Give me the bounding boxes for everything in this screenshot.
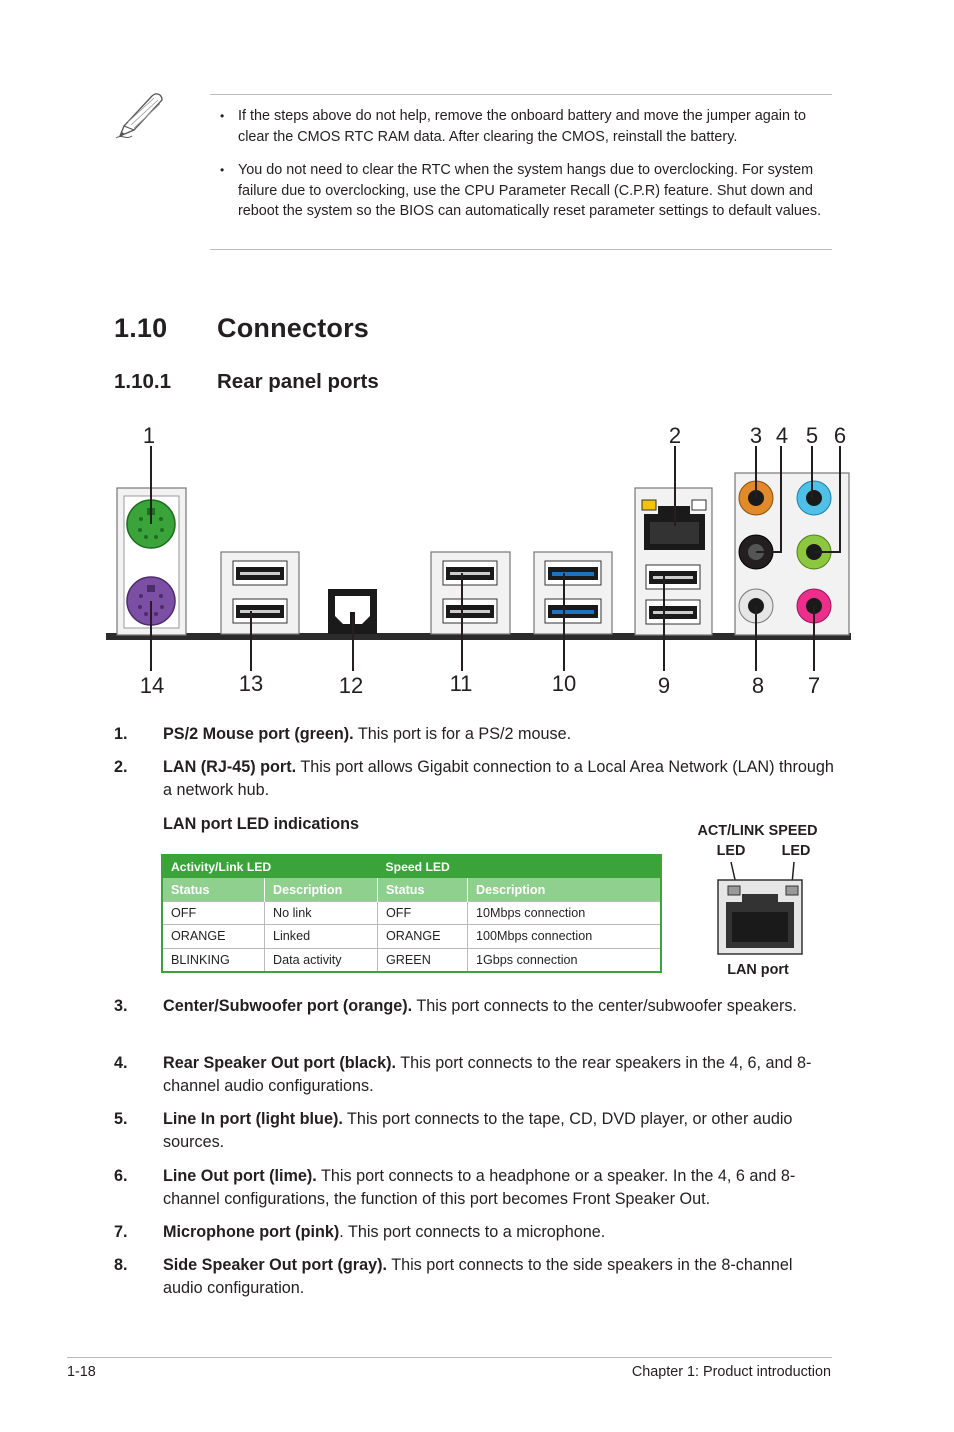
table-cell: OFF (378, 901, 468, 924)
act-link-led (642, 500, 656, 510)
led-indication-table (161, 854, 662, 973)
pencil-note-icon (112, 90, 168, 142)
table-cell: Data activity (265, 948, 378, 972)
speed-label: SPEED (768, 823, 818, 839)
group-header: Activity/Link LED (162, 855, 378, 878)
lan-port-label: LAN port (727, 962, 789, 978)
led-table-title: LAN port LED indications (163, 815, 360, 833)
list-item (114, 1108, 814, 1154)
list-number: 2. (114, 758, 128, 776)
table-cell: No link (265, 901, 378, 924)
act-led-label: LED (716, 843, 746, 859)
note-text: You do not need to clear the RTC when the system hangs due to overclocking. For system failure due to overclocking, use the CPU Parameter Recall (C.P.R) feature. Shut down and reboot the system so the BIOS can automatically reset parameter settings to default values. (238, 162, 822, 219)
list-number: 5. (114, 1110, 128, 1128)
subsection-number: 1.10.1 (114, 370, 171, 393)
list-number: 8. (114, 1256, 128, 1274)
speed-led-icon (786, 886, 798, 895)
callout-13: 13 (238, 671, 264, 696)
list-term: Center/Subwoofer port (orange). (163, 997, 413, 1015)
list-term: Side Speaker Out port (gray). (163, 1256, 387, 1274)
speed-led (692, 500, 706, 510)
act-link-led-icon (728, 886, 740, 895)
section-title: Connectors (217, 313, 370, 343)
list-item (114, 756, 834, 802)
callout-1: 1 (142, 423, 156, 448)
list-text: This port connects to the tape, CD, DVD player, or other audio sources. (163, 1110, 793, 1151)
table-cell: OFF (162, 901, 265, 924)
section-number: 1.10 (114, 313, 168, 343)
list-text: This port connects to a headphone or a speaker. In the 4, 6 and 8-channel configurations, the function of this port becomes Front Speaker Out. (163, 1167, 796, 1208)
column-header: Description (468, 878, 662, 901)
act-link-label: ACT/LINK (697, 823, 765, 839)
list-number: 6. (114, 1167, 128, 1185)
list-number: 1. (114, 725, 128, 743)
speed-led-label: LED (781, 843, 811, 859)
callout-2: 2 (668, 423, 682, 448)
callout-5: 5 (805, 423, 819, 448)
callout-4: 4 (775, 423, 789, 448)
note-item (220, 160, 830, 222)
table-cell: 100Mbps connection (468, 925, 662, 948)
list-text: This port is for a PS/2 mouse. (353, 725, 572, 743)
table-row (162, 948, 661, 972)
list-item (114, 1254, 814, 1300)
table-cell: 1Gbps connection (468, 948, 662, 972)
list-item (114, 1221, 834, 1244)
note-item (220, 106, 830, 147)
callout-10: 10 (551, 671, 577, 696)
list-term: Rear Speaker Out port (black). (163, 1054, 396, 1072)
callout-12: 12 (338, 673, 364, 698)
list-text: This port allows Gigabit connection to a Local Area Network (LAN) through a network hub. (163, 758, 834, 799)
column-header: Description (265, 878, 378, 901)
list-number: 4. (114, 1054, 128, 1072)
lan-led-labels (690, 823, 825, 839)
callout-6: 6 (833, 423, 847, 448)
subsection-title: Rear panel ports (217, 370, 379, 393)
table-cell: ORANGE (162, 925, 265, 948)
bullet-icon: • (220, 109, 225, 123)
table-group-header (162, 855, 661, 878)
bullet-icon: • (220, 163, 225, 177)
list-item (114, 1052, 814, 1098)
list-term: Line Out port (lime). (163, 1167, 317, 1185)
callout-9: 9 (657, 673, 671, 698)
list-item (114, 723, 834, 746)
table-cell: 10Mbps connection (468, 901, 662, 924)
list-text: . This port connects to a microphone. (339, 1223, 606, 1241)
page-number: 1-18 (67, 1364, 96, 1380)
list-number: 7. (114, 1223, 128, 1241)
table-row (162, 925, 661, 948)
list-item (114, 1165, 834, 1211)
chapter-title: Chapter 1: Product introduction (631, 1364, 831, 1380)
note-text: If the steps above do not help, remove the onboard battery and move the jumper again to clear the CMOS RTC RAM data. After clearing the CMOS, reinstall the battery. (238, 108, 806, 145)
table-cell: Linked (265, 925, 378, 948)
callout-8: 8 (751, 673, 765, 698)
column-header: Status (162, 878, 265, 901)
callout-7: 7 (807, 673, 821, 698)
list-term: Microphone port (pink) (163, 1223, 340, 1241)
note-box (210, 94, 832, 250)
table-cell: BLINKING (162, 948, 265, 972)
group-header: Speed LED (378, 855, 662, 878)
table-row (162, 901, 661, 924)
section-heading (114, 313, 369, 344)
list-text: This port connects to the side speakers in the 8-channel audio configuration. (163, 1256, 793, 1297)
list-term: Line In port (light blue). (163, 1110, 343, 1128)
rear-panel-diagram (0, 418, 954, 708)
list-text: This port connects to the center/subwoofer speakers. (412, 997, 797, 1015)
lan-port-figure (716, 860, 806, 958)
list-text: This port connects to the rear speakers in the 4, 6, and 8-channel audio configurations. (163, 1054, 812, 1095)
callout-3: 3 (749, 423, 763, 448)
list-term: LAN (RJ-45) port. (163, 758, 297, 776)
column-header: Status (378, 878, 468, 901)
table-cell: ORANGE (378, 925, 468, 948)
table-column-header (162, 878, 661, 901)
list-number: 3. (114, 997, 128, 1015)
subsection-heading (114, 370, 379, 394)
list-item (114, 995, 814, 1018)
callout-14: 14 (139, 673, 165, 698)
table-cell: GREEN (378, 948, 468, 972)
footer-rule (67, 1357, 832, 1358)
list-term: PS/2 Mouse port (green). (163, 725, 354, 743)
callout-11: 11 (449, 671, 473, 696)
